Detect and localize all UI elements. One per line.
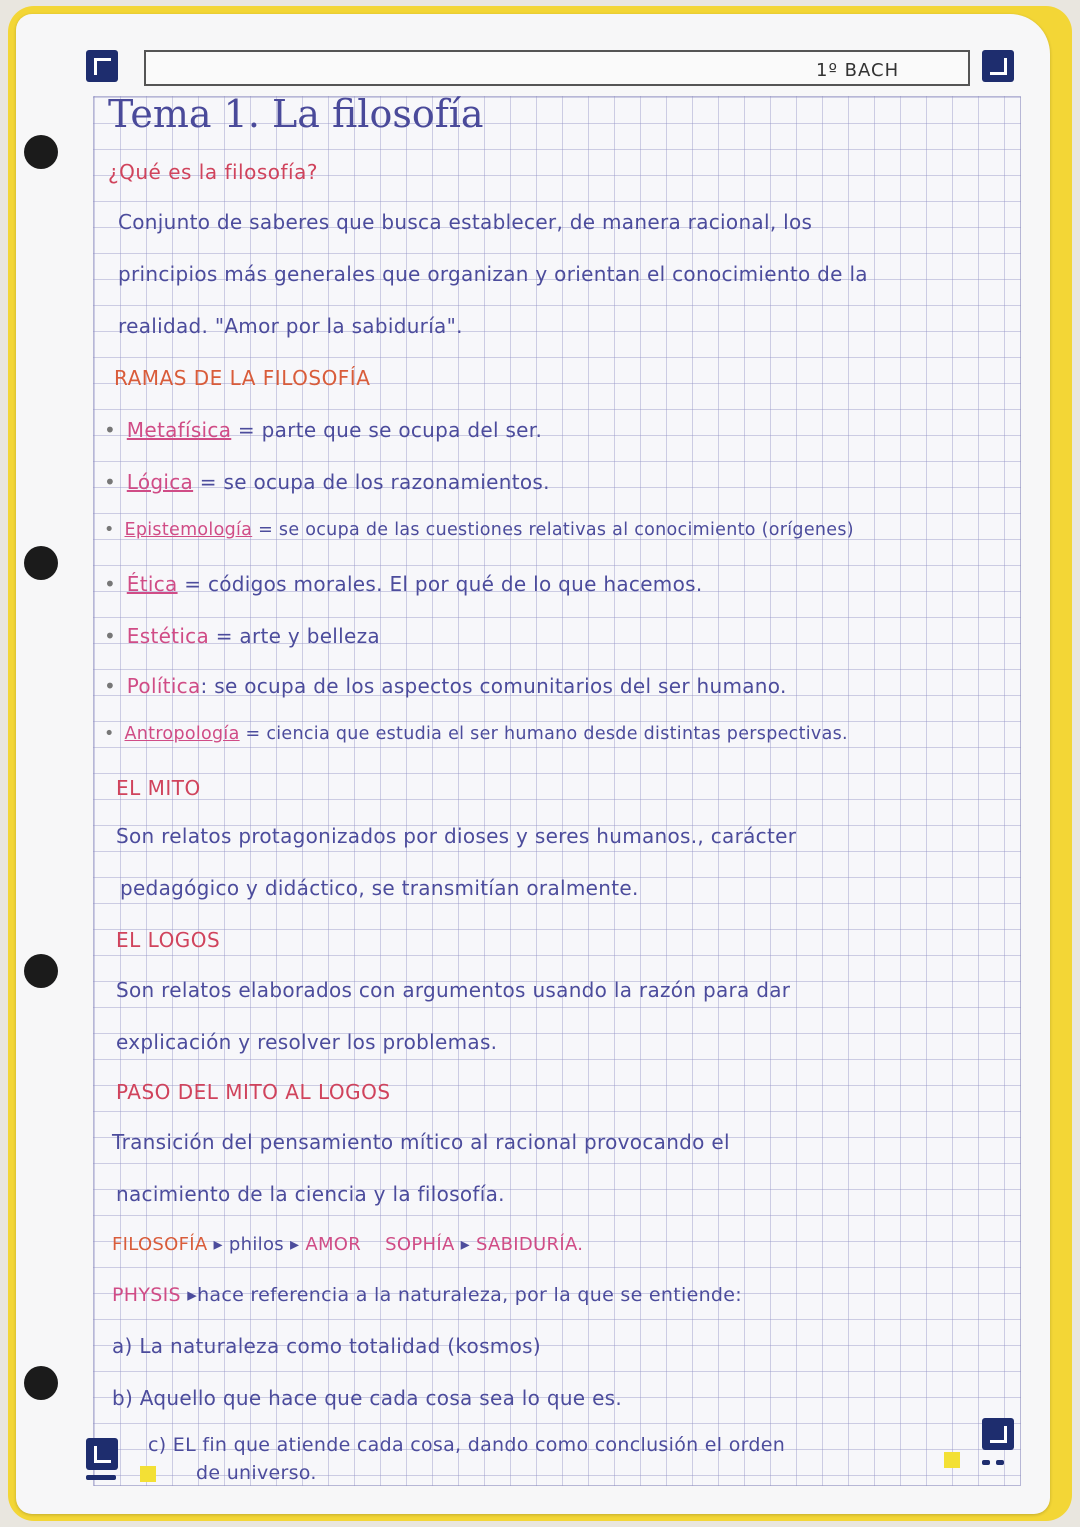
corner-mark-bottom-right-icon (982, 1418, 1014, 1450)
bottom-left-bar (86, 1475, 116, 1480)
rama-sep: : (200, 674, 215, 698)
mito-heading: EL MITO (116, 776, 201, 800)
rama-term: Antropología (124, 724, 240, 744)
rama-item (104, 572, 703, 596)
binder-hole-4 (24, 1366, 58, 1400)
rama-term: Estética (126, 624, 210, 648)
bottom-right-bar-2 (996, 1460, 1004, 1465)
binder-hole-3 (24, 954, 58, 988)
definition-line-2: principios más generales que organizan y orientan el conocimiento de la (118, 262, 868, 286)
arrow-icon: ▸ (289, 1234, 300, 1255)
rama-sep: = (231, 418, 262, 442)
rama-term: Política (126, 674, 201, 698)
rama-desc: arte y belleza (239, 624, 380, 648)
rama-item (104, 470, 550, 494)
rama-desc: se ocupa de los aspectos comunitarios del ser humano. (214, 674, 787, 698)
rama-desc: se ocupa de las cuestiones relativas al conocimiento (orígenes) (278, 520, 854, 540)
bottom-right-bar-1 (982, 1460, 990, 1465)
rama-term: Metafísica (126, 418, 232, 442)
physis-b: b) Aquello que hace que cada cosa sea lo que es. (112, 1386, 623, 1410)
rama-sep: = (239, 724, 267, 744)
rama-sep: = (209, 624, 240, 648)
etymology-label: FILOSOFÍA (112, 1234, 208, 1255)
rama-item (104, 520, 854, 540)
rama-sep: = (193, 470, 224, 494)
arrow-icon: ▸ (460, 1234, 470, 1255)
rama-sep: = (252, 520, 279, 540)
paso-line-2: nacimiento de la ciencia y la filosofía. (116, 1182, 505, 1206)
binder-hole-1 (24, 135, 58, 169)
paso-heading: PASO DEL MITO AL LOGOS (116, 1080, 391, 1104)
rama-term: Ética (126, 572, 178, 596)
etymology-part-2: SOPHÍA (385, 1234, 455, 1255)
rama-item (104, 724, 848, 744)
rama-desc: códigos morales. El por qué de lo que hacemos. (207, 572, 703, 596)
etymology-part-1: philos (228, 1234, 284, 1255)
ramas-heading: RAMAS DE LA FILOSOFÍA (114, 366, 371, 390)
rama-item (104, 624, 380, 648)
corner-mark-bottom-left-icon (86, 1438, 118, 1470)
physis-label: PHYSIS (112, 1284, 181, 1306)
grid-paper (93, 96, 1021, 1486)
physis-intro: ▸hace referencia a la naturaleza, por la que se entiende: (187, 1284, 742, 1306)
physis-c-line-1: c) EL fin que atiende cada cosa, dando como conclusión el orden (148, 1434, 786, 1456)
rama-sep: = (177, 572, 208, 596)
rama-desc: ciencia que estudia el ser humano desde distintas perspectivas. (266, 724, 848, 744)
etymology-part-2-meaning: SABIDURÍA. (475, 1234, 584, 1255)
rama-item (104, 674, 787, 698)
paso-line-1: Transición del pensamiento mítico al racional provocando el (112, 1130, 730, 1154)
page-title: Tema 1. La filosofía (108, 92, 484, 136)
physis-a: a) La naturaleza como totalidad (kosmos) (112, 1334, 541, 1358)
binder-hole-2 (24, 546, 58, 580)
rama-term: Epistemología (124, 520, 253, 540)
rama-term: Lógica (126, 470, 194, 494)
rama-item (104, 418, 542, 442)
corner-mark-top-right-icon (982, 50, 1014, 82)
physis-c-line-2: de universo. (196, 1462, 317, 1484)
etymology-line (112, 1234, 583, 1255)
arrow-icon: ▸ (213, 1234, 223, 1255)
definition-line-3: realidad. "Amor por la sabiduría". (118, 314, 463, 338)
mito-line-2: pedagógico y didáctico, se transmitían oralmente. (120, 876, 639, 900)
corner-mark-top-left-icon (86, 50, 118, 82)
rama-desc: se ocupa de los razonamientos. (223, 470, 550, 494)
physis-line (112, 1284, 742, 1306)
etymology-part-1-meaning: AMOR (305, 1234, 362, 1255)
mito-line-1: Son relatos protagonizados por dioses y seres humanos., carácter (116, 824, 797, 848)
logos-line-2: explicación y resolver los problemas. (116, 1030, 498, 1054)
question-heading: ¿Qué es la filosofía? (108, 160, 318, 184)
yellow-marker-right (944, 1452, 960, 1468)
logos-heading: EL LOGOS (116, 928, 221, 952)
definition-line-1: Conjunto de saberes que busca establecer, de manera racional, los (118, 210, 813, 234)
yellow-marker-left (140, 1466, 156, 1482)
course-label: 1º BACH (816, 60, 900, 81)
logos-line-1: Son relatos elaborados con argumentos usando la razón para dar (116, 978, 791, 1002)
rama-desc: parte que se ocupa del ser. (261, 418, 543, 442)
